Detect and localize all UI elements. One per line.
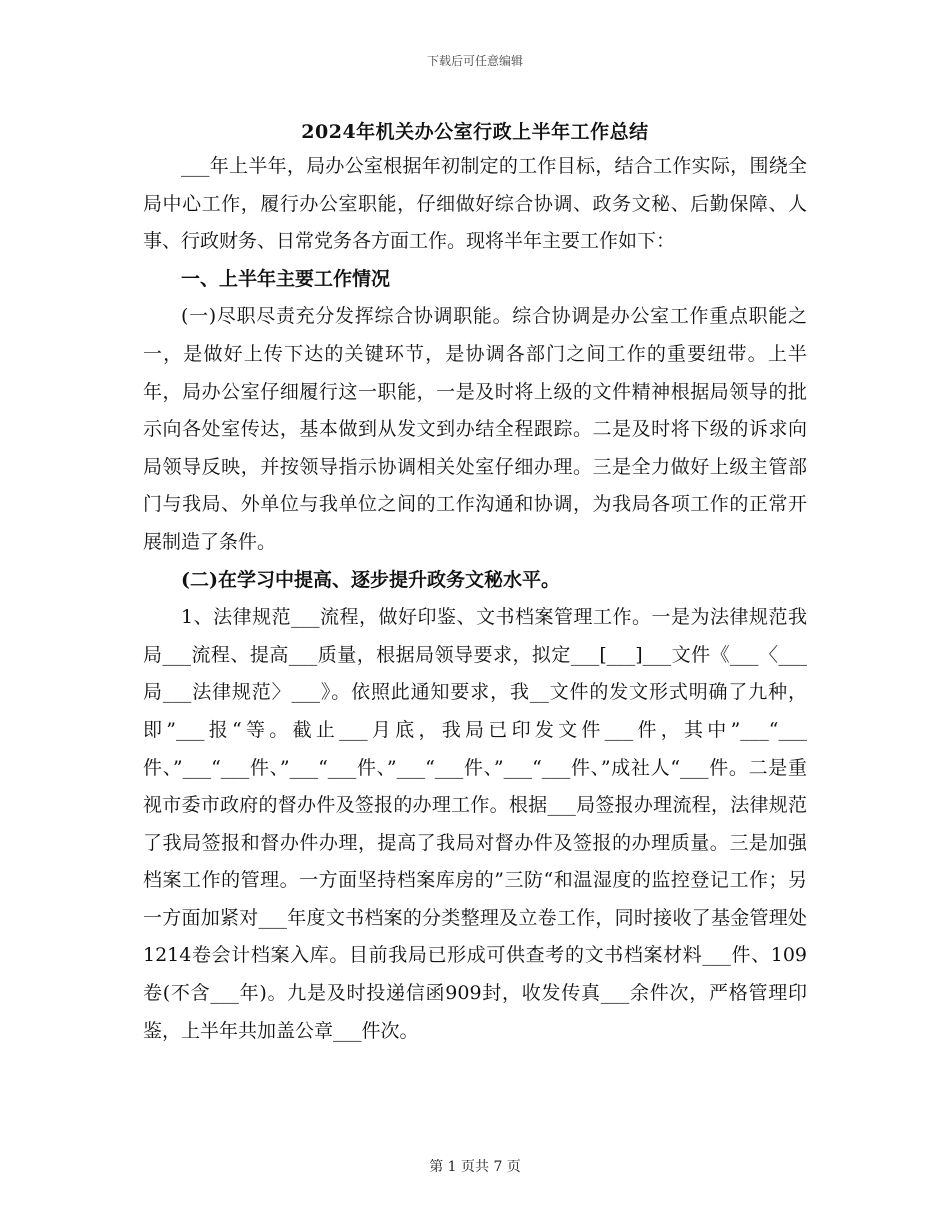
paragraph-intro: ___年上半年，局办公室根据年初制定的工作目标，结合工作实际，围绕全局中心工作，履行办公室职能，仔细做好综合协调、政务文秘、后勤保障、人事、行政财务、日常党务各方面工作。现将半年主要工作如下： (143, 155, 807, 253)
paragraph-coordination: (一)尽职尽责充分发挥综合协调职能。综合协调是办公室工作重点职能之一，是做好上传下达的关键环节，是协调各部门之间工作的重要纽带。上半年，局办公室仔细履行这一职能，一是及时将上级的文件精神根据局领导的批示向各处室传达，基本做到从发文到办结全程跟踪。二是及时将下级的诉求向局领导反映，并按领导指示协调相关处室仔细办理。三是全力做好上级主管部门与我局、外单位与我单位之间的工作沟通和协调，为我局各项工作的正常开展制造了条件。 (143, 305, 807, 553)
page-footer: 第 1 页共 7 页 (429, 1159, 521, 1175)
section-heading-2: (二)在学习中提高、逐步提升政务文秘水平。 (181, 568, 560, 591)
paragraph-archives: 1、法律规范___流程，做好印鉴、文书档案管理工作。一是为法律规范我局___流程、提高___质量，根据局领导要求，拟定___[___]___文件《___〈___局___法律规范〉___》。依照此通知要求，我__文件的发文形式明确了九种，即”___报“等。截止___月底，我局已印发文件___件，其中”___“___件、”___“___件、”___“___件、”___“___件、”___“___件、”成社人“___件。二是重视市委市政府的督办件及签报的办理工作。根据___局签报办理流程，法律规范了我局签报和督办件办理，提高了我局对督办件及签报的办理质量。三是加强档案工作的管理。一方面坚持档案库房的”三防“和温湿度的监控登记工作；另一方面加紧对___年度文书档案的分类整理及立卷工作，同时接收了基金管理处1214卷会计档案入库。目前我局已形成可供查考的文书档案材料___件、109卷(不含___年)。九是及时投递信函909封，收发传真___余件次，严格管理印鉴，上半年共加盖公章___件次。 (143, 606, 807, 1042)
document-body (143, 148, 807, 1050)
section-heading-1: 一、上半年主要工作情况 (181, 267, 391, 290)
document-title: 2024年机关办公室行政上半年工作总结 (301, 121, 649, 143)
header-note: 下载后可任意编辑 (426, 54, 523, 68)
